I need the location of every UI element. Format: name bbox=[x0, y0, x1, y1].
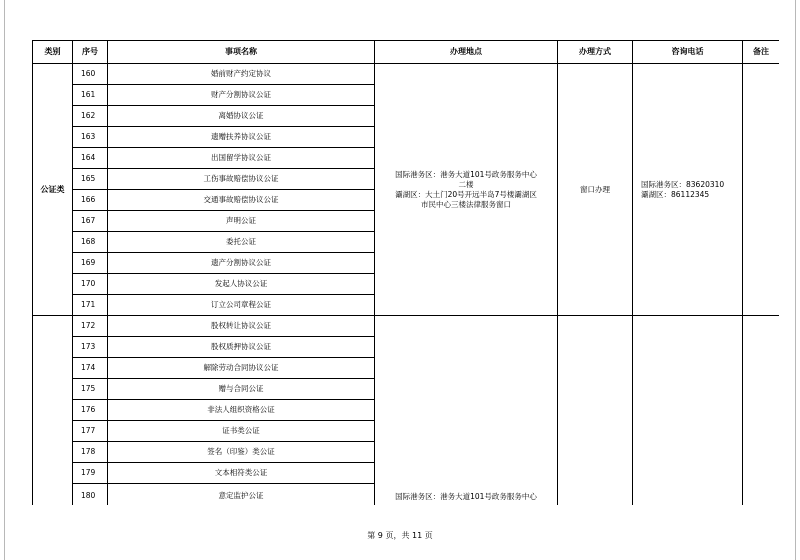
row-number: 168 bbox=[73, 232, 108, 253]
row-number: 164 bbox=[73, 148, 108, 169]
remark-cell bbox=[743, 64, 780, 316]
item-name: 出国留学协议公证 bbox=[108, 148, 375, 169]
location-cell bbox=[375, 64, 558, 316]
item-name: 签名（印鉴）类公证 bbox=[108, 442, 375, 463]
item-name: 遗产分割协议公证 bbox=[108, 253, 375, 274]
header-category: 类别 bbox=[33, 41, 73, 64]
service-items-table bbox=[32, 40, 779, 505]
item-name: 证书类公证 bbox=[108, 421, 375, 442]
location-text bbox=[375, 170, 557, 210]
location-line: 灞湖区：大土门20号开远半岛7号楼灞湖区 bbox=[395, 189, 537, 199]
row-number: 169 bbox=[73, 253, 108, 274]
header-row bbox=[33, 41, 780, 64]
row-number: 165 bbox=[73, 169, 108, 190]
row-number: 174 bbox=[73, 358, 108, 379]
header-remark: 备注 bbox=[743, 41, 780, 64]
method-cell-empty bbox=[558, 316, 633, 506]
method-cell: 窗口办理 bbox=[558, 64, 633, 316]
row-number: 178 bbox=[73, 442, 108, 463]
item-name: 订立公司章程公证 bbox=[108, 295, 375, 316]
row-number: 175 bbox=[73, 379, 108, 400]
row-number: 173 bbox=[73, 337, 108, 358]
row-number: 167 bbox=[73, 211, 108, 232]
item-name: 赠与合同公证 bbox=[108, 379, 375, 400]
category-cell-empty bbox=[33, 316, 73, 506]
location-cell bbox=[375, 316, 558, 506]
row-number: 176 bbox=[73, 400, 108, 421]
category-cell: 公证类 bbox=[33, 64, 73, 316]
item-name: 股权转让协议公证 bbox=[108, 316, 375, 337]
item-name: 遗赠扶养协议公证 bbox=[108, 127, 375, 148]
remark-cell-empty bbox=[743, 316, 780, 506]
item-name: 委托公证 bbox=[108, 232, 375, 253]
item-name: 股权质押协议公证 bbox=[108, 337, 375, 358]
phone-line: 灞湖区：86112345 bbox=[641, 189, 710, 199]
header-phone: 咨询电话 bbox=[633, 41, 743, 64]
location-text-partial: 国际港务区：港务大道101号政务服务中心 bbox=[395, 492, 537, 501]
row-number: 170 bbox=[73, 274, 108, 295]
row-number: 171 bbox=[73, 295, 108, 316]
header-location: 办理地点 bbox=[375, 41, 558, 64]
header-method: 办理方式 bbox=[558, 41, 633, 64]
row-number: 179 bbox=[73, 463, 108, 484]
item-name: 婚前财产约定协议 bbox=[108, 64, 375, 85]
item-name: 非法人组织资格公证 bbox=[108, 400, 375, 421]
item-name: 发起人协议公证 bbox=[108, 274, 375, 295]
table-row bbox=[33, 64, 780, 85]
item-name: 意定监护公证 bbox=[108, 484, 375, 506]
row-number: 161 bbox=[73, 85, 108, 106]
item-name: 财产分割协议公证 bbox=[108, 85, 375, 106]
phone-cell-empty bbox=[633, 316, 743, 506]
row-number: 163 bbox=[73, 127, 108, 148]
item-name: 解除劳动合同协议公证 bbox=[108, 358, 375, 379]
item-name: 工伤事故赔偿协议公证 bbox=[108, 169, 375, 190]
row-number: 160 bbox=[73, 64, 108, 85]
row-number: 180 bbox=[73, 484, 108, 506]
row-number: 162 bbox=[73, 106, 108, 127]
page-number-footer: 第 9 页，共 11 页 bbox=[367, 531, 433, 540]
item-name: 交通事故赔偿协议公证 bbox=[108, 190, 375, 211]
row-number: 172 bbox=[73, 316, 108, 337]
item-name: 离婚协议公证 bbox=[108, 106, 375, 127]
table-row bbox=[33, 316, 780, 337]
row-number: 166 bbox=[73, 190, 108, 211]
item-name: 声明公证 bbox=[108, 211, 375, 232]
phone-line: 国际港务区：83620310 bbox=[641, 179, 725, 189]
row-number: 177 bbox=[73, 421, 108, 442]
header-no: 序号 bbox=[73, 41, 108, 64]
item-name: 文本相符类公证 bbox=[108, 463, 375, 484]
location-line: 二楼 bbox=[458, 179, 474, 189]
location-line: 国际港务区：港务大道101号政务服务中心 bbox=[395, 169, 537, 179]
header-name: 事项名称 bbox=[108, 41, 375, 64]
location-line: 市民中心三楼法律服务窗口 bbox=[421, 199, 511, 209]
phone-cell bbox=[633, 64, 743, 316]
table-viewport bbox=[32, 40, 779, 505]
